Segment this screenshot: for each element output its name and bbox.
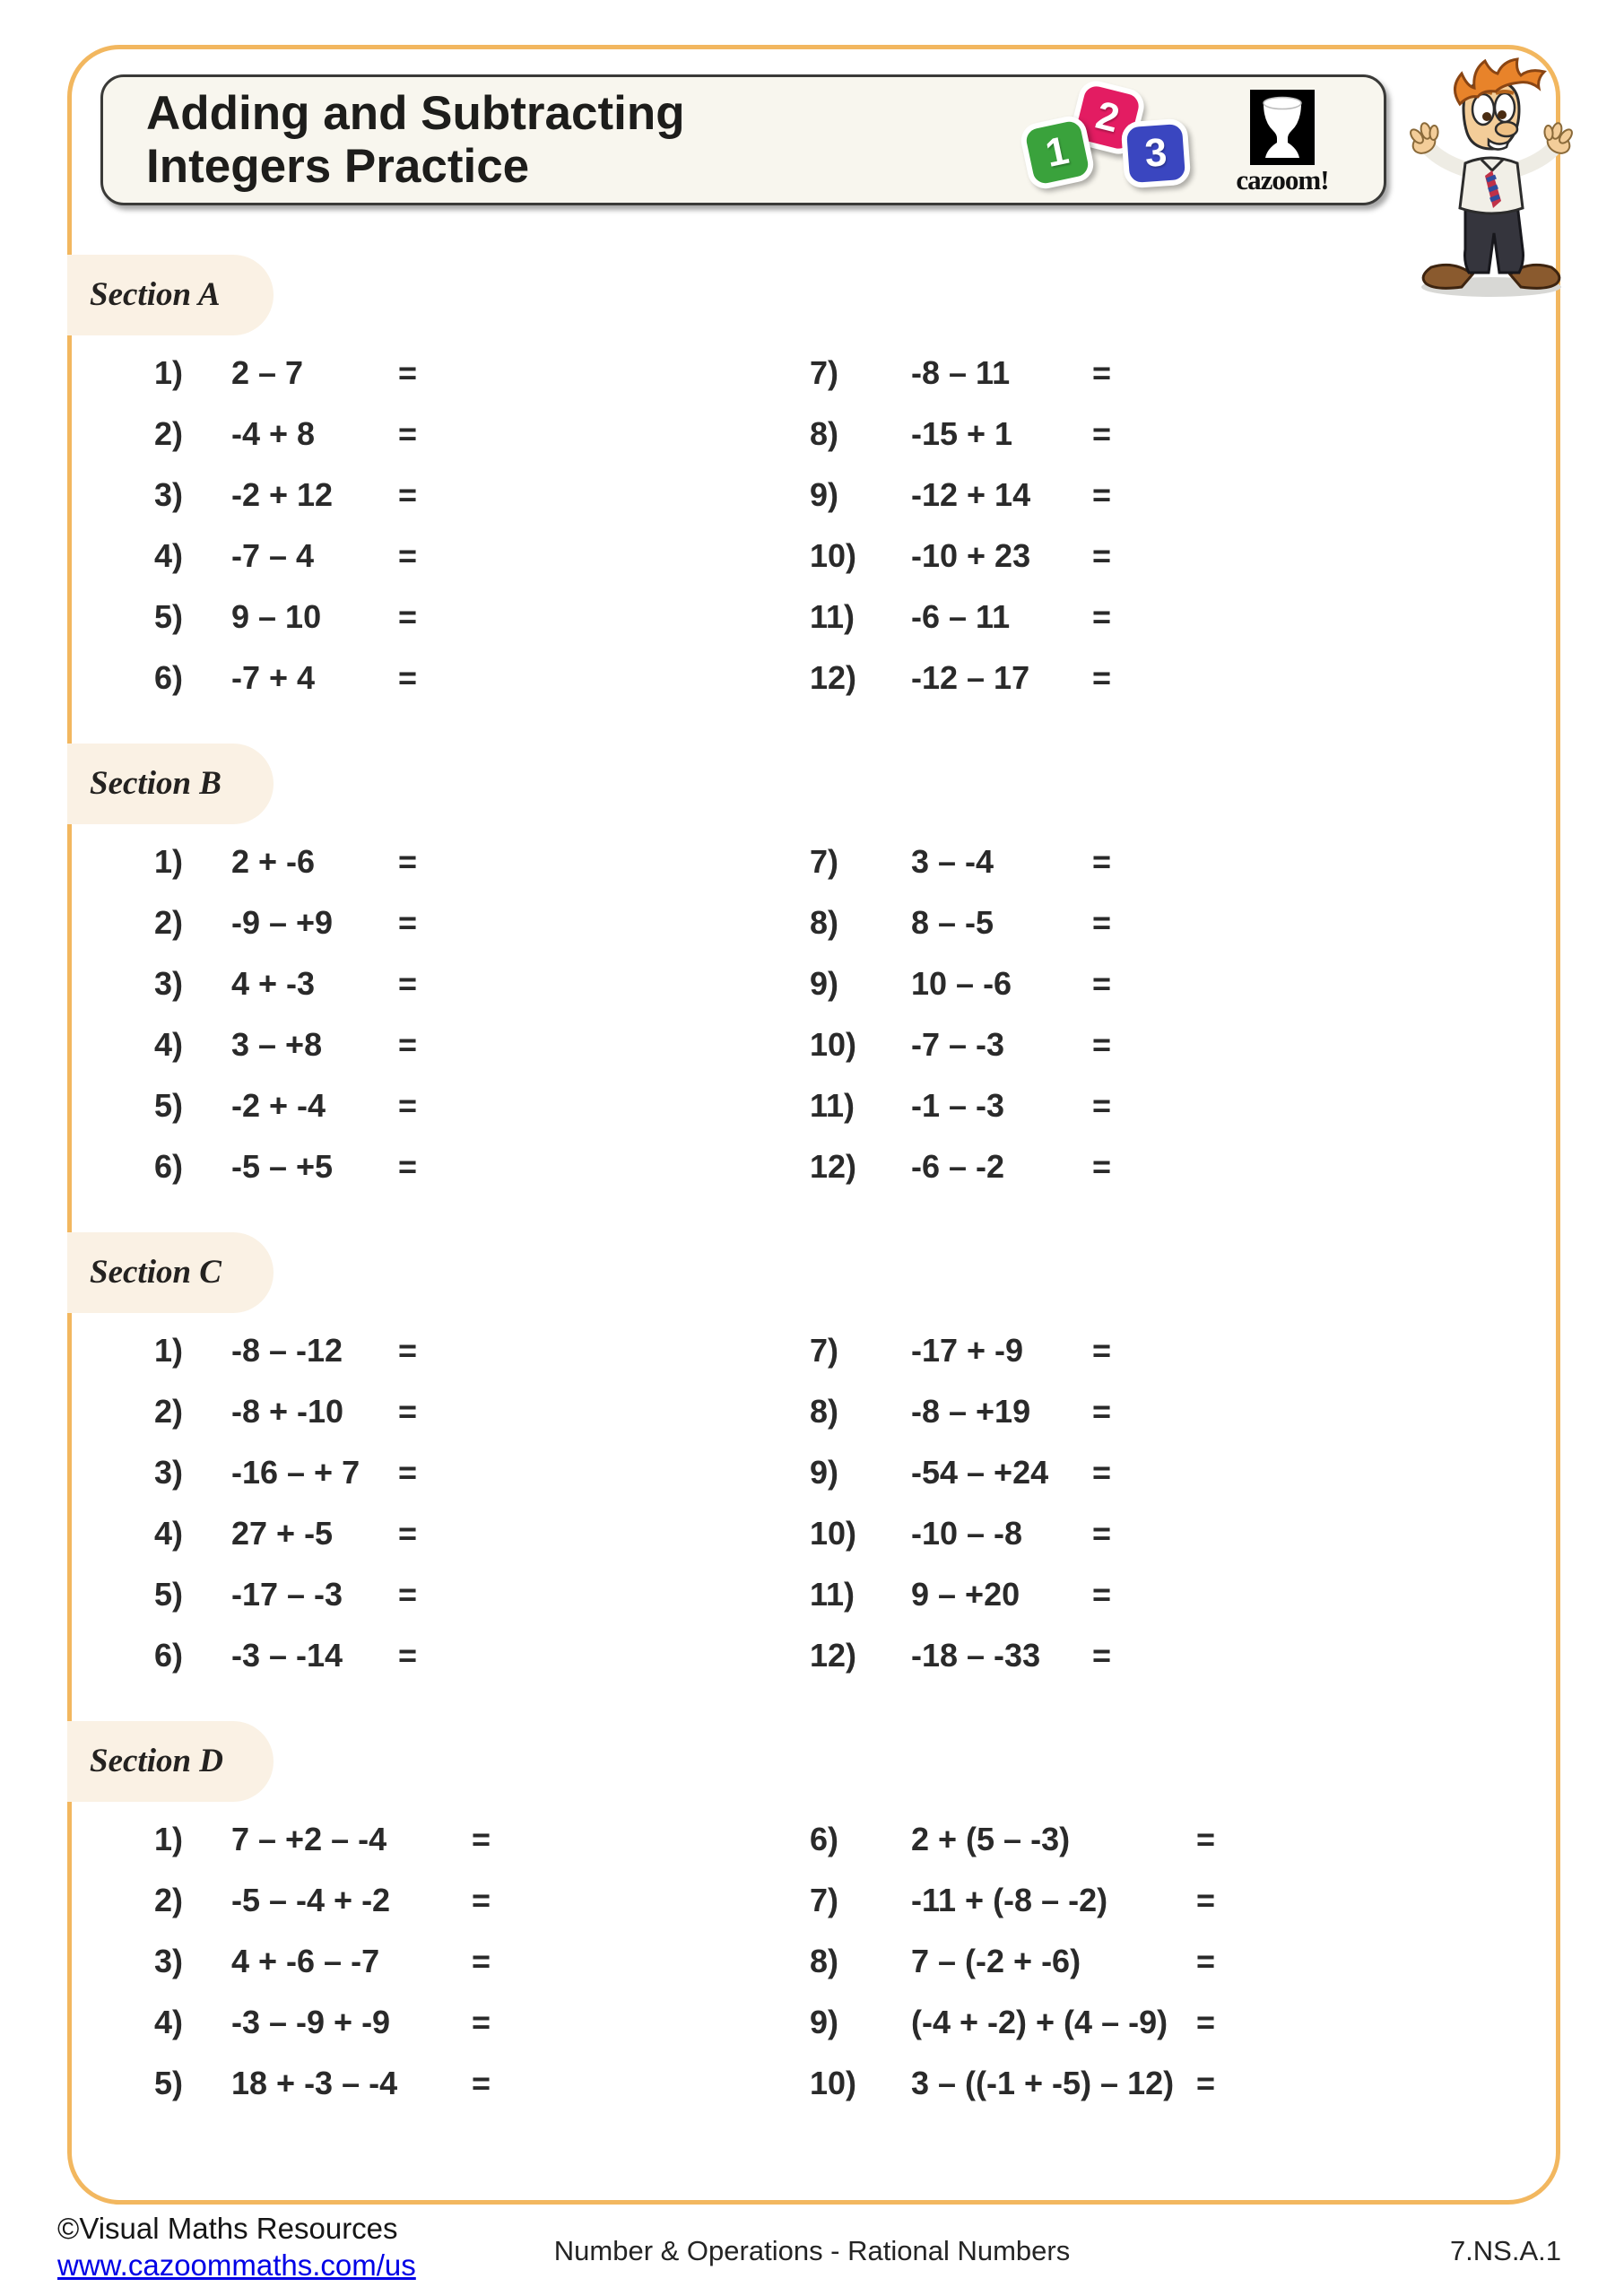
equals-sign: = — [1092, 1026, 1112, 1063]
question-number: 2) — [154, 415, 184, 452]
question-number: 1) — [154, 843, 184, 880]
question-expression: -1 – -3 — [911, 1087, 1005, 1124]
question-expression: 3 – ((-1 + -5) – 12) — [911, 2065, 1175, 2101]
question-expression: -8 – +19 — [911, 1393, 1031, 1430]
question-number: 10) — [810, 1026, 857, 1063]
equals-sign: = — [1092, 354, 1112, 391]
question-expression: -10 – -8 — [911, 1515, 1023, 1552]
question-row — [154, 1625, 417, 1686]
equals-sign: = — [1092, 1087, 1112, 1124]
question-number: 5) — [154, 2065, 184, 2101]
question-expression: -12 + 14 — [911, 476, 1031, 513]
question-number: 1) — [154, 354, 184, 391]
question-expression: -3 – -14 — [231, 1637, 343, 1674]
question-number: 2) — [154, 1882, 184, 1918]
question-number: 8) — [810, 1393, 839, 1430]
question-row — [810, 1075, 1111, 1136]
section-header: Section A — [67, 255, 274, 335]
question-expression: 10 – -6 — [911, 965, 1012, 1002]
question-expression: -7 + 4 — [231, 659, 316, 696]
worksheet-section — [70, 744, 1559, 1232]
question-number: 5) — [154, 1576, 184, 1613]
worksheet-section — [70, 1232, 1559, 1721]
equals-sign: = — [398, 1148, 418, 1185]
question-number: 6) — [154, 1148, 184, 1185]
footer-copyright: ©Visual Maths Resources — [57, 2212, 398, 2245]
question-expression: -7 – 4 — [231, 537, 315, 574]
equals-sign: = — [1196, 2065, 1216, 2101]
equals-sign: = — [398, 415, 418, 452]
equals-sign: = — [472, 1882, 491, 1918]
equals-sign: = — [398, 659, 418, 696]
question-row — [810, 526, 1111, 587]
logo-123-blue-icon: 3 — [1121, 118, 1192, 189]
equals-sign: = — [1092, 1576, 1112, 1613]
question-row — [154, 1442, 417, 1503]
question-row — [810, 587, 1111, 648]
question-row — [154, 343, 417, 404]
equals-sign: = — [1196, 1882, 1216, 1918]
question-number: 6) — [810, 1821, 839, 1857]
question-number: 6) — [154, 1637, 184, 1674]
section-header: Section C — [67, 1232, 274, 1313]
footer-standard-code: 7.NS.A.1 — [1449, 2235, 1561, 2266]
question-expression: -11 + (-8 – -2) — [911, 1882, 1108, 1918]
equals-sign: = — [1092, 598, 1112, 635]
equals-sign: = — [1196, 1943, 1216, 1979]
question-expression: 2 – 7 — [231, 354, 304, 391]
equals-sign: = — [398, 1515, 418, 1552]
question-expression: 2 + (5 – -3) — [911, 1821, 1071, 1857]
question-expression: 27 + -5 — [231, 1515, 334, 1552]
equals-sign: = — [472, 1943, 491, 1979]
question-expression: 8 – -5 — [911, 904, 994, 941]
question-row — [810, 1992, 1215, 2053]
question-expression: 18 + -3 – -4 — [231, 2065, 398, 2101]
question-row — [154, 526, 417, 587]
question-row — [154, 1503, 417, 1564]
logo-123-green-icon: 1 — [1018, 113, 1097, 192]
question-number: 7) — [810, 354, 839, 391]
equals-sign: = — [1092, 537, 1112, 574]
question-row — [154, 404, 417, 465]
question-number: 1) — [154, 1332, 184, 1369]
equals-sign: = — [1092, 843, 1112, 880]
question-expression: -8 – 11 — [911, 354, 1011, 391]
title-line-2: Integers Practice — [146, 140, 530, 193]
question-row — [810, 343, 1111, 404]
section-column-right — [810, 1320, 1111, 1686]
equals-sign: = — [472, 2004, 491, 2040]
question-row — [154, 648, 417, 709]
section-column-right — [810, 831, 1111, 1197]
question-number: 9) — [810, 476, 839, 513]
question-number: 12) — [810, 1637, 857, 1674]
equals-sign: = — [398, 1332, 418, 1369]
question-row — [810, 1014, 1111, 1075]
question-row — [154, 1014, 417, 1075]
question-expression: -8 – -12 — [231, 1332, 343, 1369]
equals-sign: = — [1092, 415, 1112, 452]
question-number: 5) — [154, 1087, 184, 1124]
question-row — [810, 648, 1111, 709]
question-expression: -2 + -4 — [231, 1087, 326, 1124]
equals-sign: = — [398, 537, 418, 574]
question-number: 9) — [810, 965, 839, 1002]
section-header: Section B — [67, 744, 274, 824]
question-expression: -4 + 8 — [231, 415, 316, 452]
question-number: 10) — [810, 537, 857, 574]
equals-sign: = — [1092, 659, 1112, 696]
question-row — [154, 1075, 417, 1136]
question-expression: 9 – +20 — [911, 1576, 1020, 1613]
question-expression: -2 + 12 — [231, 476, 334, 513]
question-row — [810, 953, 1111, 1014]
question-expression: 9 – 10 — [231, 598, 322, 635]
question-row — [154, 2053, 491, 2114]
question-row — [154, 1809, 491, 1870]
question-row — [154, 587, 417, 648]
equals-sign: = — [1092, 1515, 1112, 1552]
question-row — [810, 2053, 1215, 2114]
question-row — [154, 1992, 491, 2053]
question-row — [154, 831, 417, 892]
equals-sign: = — [398, 1026, 418, 1063]
footer-website-link[interactable]: www.cazoommaths.com/us — [57, 2248, 416, 2282]
cazoom-drum-icon — [1250, 90, 1315, 165]
worksheet-section — [70, 255, 1559, 744]
question-expression: -16 – + 7 — [231, 1454, 360, 1491]
question-number: 4) — [154, 537, 184, 574]
equals-sign: = — [398, 904, 418, 941]
question-number: 4) — [154, 2004, 184, 2040]
question-number: 8) — [810, 415, 839, 452]
question-expression: -17 – -3 — [231, 1576, 343, 1613]
question-expression: 4 + -6 – -7 — [231, 1943, 380, 1979]
question-number: 8) — [810, 1943, 839, 1979]
question-row — [154, 1381, 417, 1442]
question-expression: -10 + 23 — [911, 537, 1031, 574]
question-expression: -18 – -33 — [911, 1637, 1041, 1674]
question-row — [810, 892, 1111, 953]
question-expression: -17 + -9 — [911, 1332, 1024, 1369]
question-number: 10) — [810, 2065, 857, 2101]
equals-sign: = — [398, 1637, 418, 1674]
equals-sign: = — [1092, 1637, 1112, 1674]
equals-sign: = — [472, 1821, 491, 1857]
worksheet-section — [70, 1721, 1559, 2210]
question-expression: -54 – +24 — [911, 1454, 1049, 1491]
question-number: 7) — [810, 1332, 839, 1369]
question-number: 3) — [154, 1454, 184, 1491]
question-row — [810, 1136, 1111, 1197]
question-expression: -12 – 17 — [911, 659, 1030, 696]
question-row — [154, 1320, 417, 1381]
equals-sign: = — [1196, 2004, 1216, 2040]
question-number: 2) — [154, 1393, 184, 1430]
equals-sign: = — [1092, 904, 1112, 941]
section-column-right — [810, 343, 1111, 709]
question-row — [810, 1381, 1111, 1442]
section-column-left — [154, 831, 417, 1197]
question-row — [810, 1625, 1111, 1686]
question-number: 3) — [154, 965, 184, 1002]
equals-sign: = — [1196, 1821, 1216, 1857]
question-expression: -6 – 11 — [911, 598, 1011, 635]
question-expression: -8 + -10 — [231, 1393, 344, 1430]
equals-sign: = — [1092, 1393, 1112, 1430]
equals-sign: = — [398, 965, 418, 1002]
question-row — [154, 465, 417, 526]
question-expression: 7 – +2 – -4 — [231, 1821, 387, 1857]
question-row — [154, 1136, 417, 1197]
question-number: 4) — [154, 1515, 184, 1552]
question-row — [154, 953, 417, 1014]
equals-sign: = — [472, 2065, 491, 2101]
question-row — [154, 1931, 491, 1992]
question-row — [810, 831, 1111, 892]
question-expression: 4 + -3 — [231, 965, 316, 1002]
question-number: 9) — [810, 1454, 839, 1491]
question-row — [154, 1564, 417, 1625]
question-row — [810, 1320, 1111, 1381]
equals-sign: = — [398, 476, 418, 513]
equals-sign: = — [1092, 476, 1112, 513]
question-number: 8) — [810, 904, 839, 941]
question-number: 9) — [810, 2004, 839, 2040]
question-number: 11) — [810, 1576, 855, 1613]
section-column-left — [154, 1320, 417, 1686]
question-row — [810, 1809, 1215, 1870]
question-expression: -9 – +9 — [231, 904, 334, 941]
question-number: 7) — [810, 1882, 839, 1918]
section-header: Section D — [67, 1721, 274, 1802]
question-number: 10) — [810, 1515, 857, 1552]
question-number: 12) — [810, 1148, 857, 1185]
equals-sign: = — [1092, 965, 1112, 1002]
question-row — [810, 1503, 1111, 1564]
question-expression: 2 + -6 — [231, 843, 316, 880]
question-row — [810, 1442, 1111, 1503]
question-number: 6) — [154, 659, 184, 696]
question-number: 4) — [154, 1026, 184, 1063]
question-row — [810, 1564, 1111, 1625]
title-box — [100, 74, 1386, 205]
equals-sign: = — [398, 1393, 418, 1430]
question-row — [810, 1870, 1215, 1931]
question-number: 5) — [154, 598, 184, 635]
question-expression: -15 + 1 — [911, 415, 1013, 452]
equals-sign: = — [398, 354, 418, 391]
cazoom-brand-text: cazoom! — [1236, 164, 1329, 196]
question-number: 12) — [810, 659, 857, 696]
question-expression: 7 – (-2 + -6) — [911, 1943, 1081, 1979]
question-row — [810, 1931, 1215, 1992]
section-column-right — [810, 1809, 1215, 2114]
equals-sign: = — [398, 843, 418, 880]
question-number: 11) — [810, 1087, 855, 1124]
question-number: 3) — [154, 1943, 184, 1979]
question-number: 2) — [154, 904, 184, 941]
equals-sign: = — [1092, 1454, 1112, 1491]
equals-sign: = — [398, 1087, 418, 1124]
logo-123-pink-icon: 2 — [1067, 77, 1148, 158]
question-expression: -5 – +5 — [231, 1148, 334, 1185]
equals-sign: = — [398, 1454, 418, 1491]
question-row — [810, 404, 1111, 465]
section-column-left — [154, 343, 417, 709]
question-number: 11) — [810, 598, 855, 635]
question-expression: -3 – -9 + -9 — [231, 2004, 391, 2040]
equals-sign: = — [1092, 1332, 1112, 1369]
question-row — [154, 1870, 491, 1931]
question-expression: -7 – -3 — [911, 1026, 1005, 1063]
worksheet-title — [146, 87, 685, 193]
question-expression: -6 – -2 — [911, 1148, 1005, 1185]
section-column-left — [154, 1809, 491, 2114]
question-expression: 3 – +8 — [231, 1026, 323, 1063]
question-expression: -5 – -4 + -2 — [231, 1882, 391, 1918]
footer-topic: Number & Operations - Rational Numbers — [553, 2235, 1071, 2266]
question-number: 1) — [154, 1821, 184, 1857]
question-number: 7) — [810, 843, 839, 880]
title-line-1: Adding and Subtracting — [146, 87, 685, 140]
equals-sign: = — [398, 1576, 418, 1613]
question-expression: (-4 + -2) + (4 – -9) — [911, 2004, 1168, 2040]
question-expression: 3 – -4 — [911, 843, 994, 880]
equals-sign: = — [398, 598, 418, 635]
equals-sign: = — [1092, 1148, 1112, 1185]
question-row — [154, 892, 417, 953]
question-row — [810, 465, 1111, 526]
question-number: 3) — [154, 476, 184, 513]
